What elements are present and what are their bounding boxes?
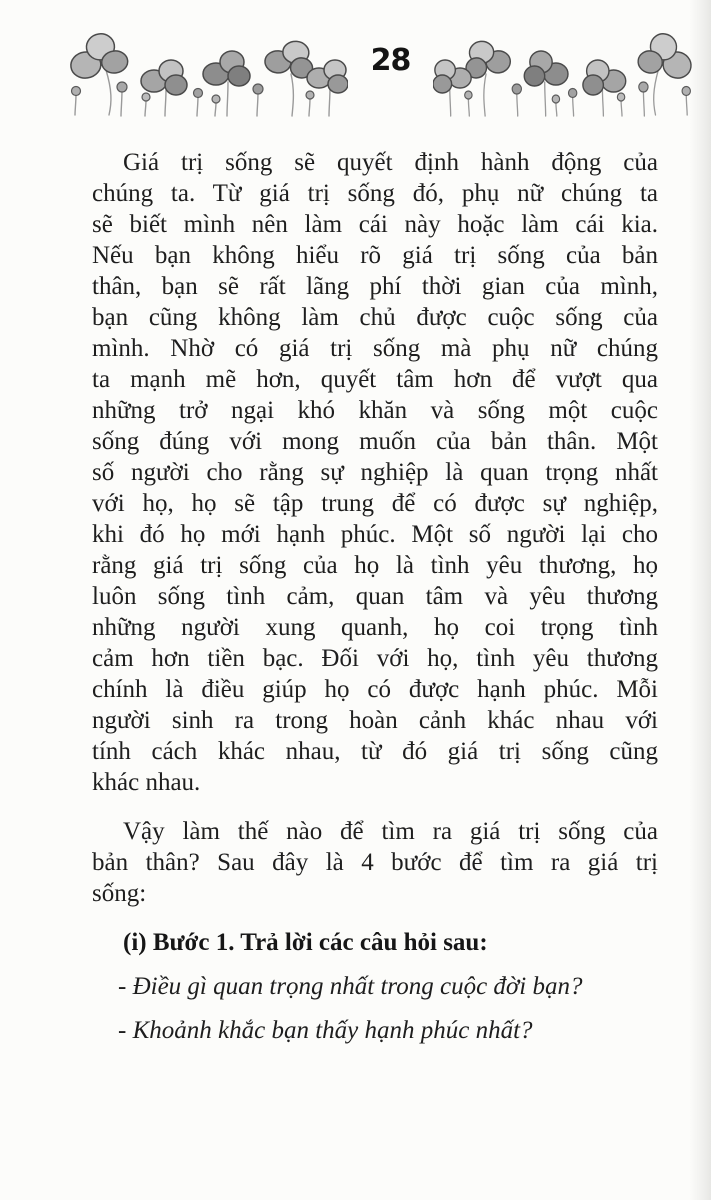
text-line: cảm hơn tiền bạc. Đối với họ, tình yêu thương bbox=[92, 645, 658, 672]
text-line: bạn cũng không làm chủ được cuộc sống của bbox=[92, 304, 658, 331]
text-line: với họ, họ sẽ tập trung để có được sự nghiệp, bbox=[92, 490, 658, 517]
text-line: rằng giá trị sống của họ là tình yêu thương, họ bbox=[92, 552, 658, 579]
text-line: luôn sống tình cảm, quan tâm và yêu thương bbox=[92, 583, 658, 610]
page-edge-shadow bbox=[689, 0, 711, 1200]
text-line: chúng ta. Từ giá trị sống đó, phụ nữ chúng ta bbox=[92, 180, 658, 207]
paragraph-four-steps-intro bbox=[92, 816, 658, 909]
text-line: những trở ngại khó khăn và sống một cuộc bbox=[92, 397, 658, 424]
text-line: Nếu bạn không hiểu rõ giá trị sống của bản bbox=[92, 242, 658, 269]
text-line: khác nhau. bbox=[92, 769, 201, 796]
text-line: Vậy làm thế nào để tìm ra giá trị sống của bbox=[123, 818, 658, 845]
text-line: tính cách khác nhau, từ đó giá trị sống cũng bbox=[92, 738, 658, 765]
step-1-heading: (i) Bước 1. Trả lời các câu hỏi sau: bbox=[123, 929, 488, 956]
text-line: người sinh ra trong hoàn cảnh khác nhau với bbox=[92, 707, 658, 734]
paragraph-values-intro bbox=[92, 147, 658, 798]
question-item-1: - Điều gì quan trọng nhất trong cuộc đời bạn? bbox=[118, 973, 583, 1000]
page-header bbox=[0, 0, 711, 118]
flower-ornament-left-icon bbox=[58, 30, 348, 118]
text-line: khi đó họ mới hạnh phúc. Một số người lại cho bbox=[92, 521, 658, 548]
text-line: thân, bạn sẽ rất lãng phí thời gian của mình, bbox=[92, 273, 658, 300]
flower-ornament-right-icon bbox=[433, 30, 703, 118]
text-line: sống: bbox=[92, 880, 147, 907]
page-number: 28 bbox=[370, 43, 411, 78]
question-item-2: - Khoảnh khắc bạn thấy hạnh phúc nhất? bbox=[118, 1017, 533, 1044]
text-line: sống đúng với mong muốn của bản thân. Một bbox=[92, 428, 658, 455]
text-line: những người xung quanh, họ coi trọng tình bbox=[92, 614, 658, 641]
text-line: mình. Nhờ có giá trị sống mà phụ nữ chúng bbox=[92, 335, 658, 362]
text-line: chính là điều giúp họ có được hạnh phúc. Mỗi bbox=[92, 676, 658, 703]
text-line: Giá trị sống sẽ quyết định hành động của bbox=[123, 149, 658, 176]
text-line: sẽ biết mình nên làm cái này hoặc làm cái kia. bbox=[92, 211, 658, 238]
text-line: bản thân? Sau đây là 4 bước để tìm ra giá trị bbox=[92, 849, 658, 876]
text-line: số người cho rằng sự nghiệp là quan trọng nhất bbox=[92, 459, 658, 486]
page-body bbox=[92, 147, 658, 1046]
text-line: ta mạnh mẽ hơn, quyết tâm hơn để vượt qua bbox=[92, 366, 658, 393]
